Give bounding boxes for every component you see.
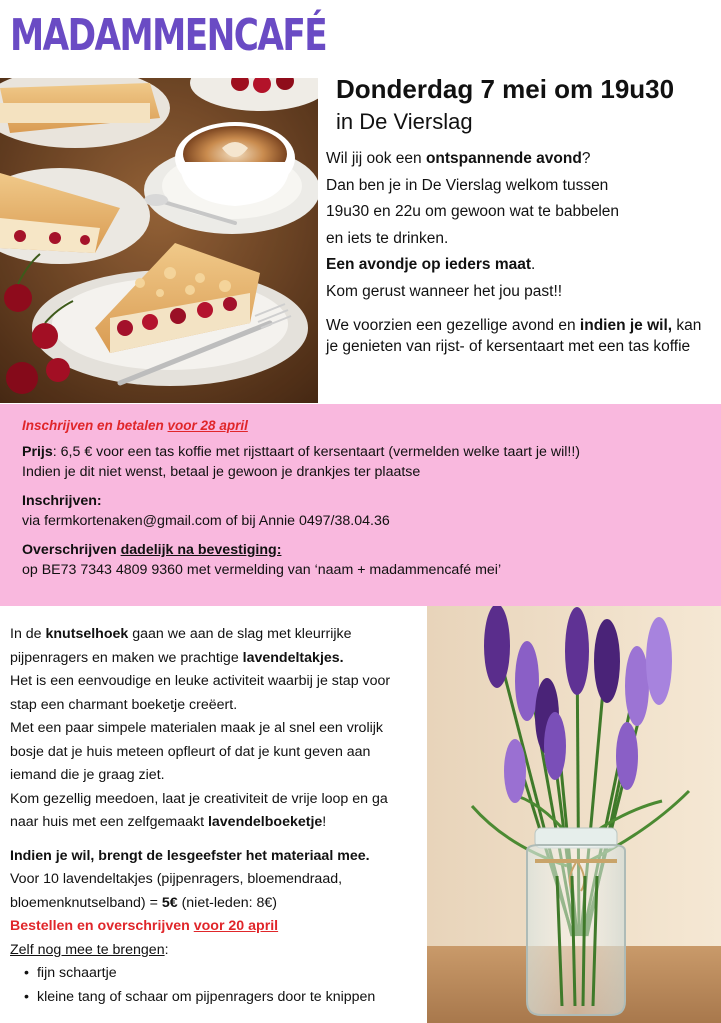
price-block: Prijs: 6,5 € voor een tas koffie met rijsttaart of kersentaart (vermelden welke taart je wil!!) Indien je dit niet wenst, betaal je gewoon je drankjes ter plaatse bbox=[22, 444, 581, 480]
lavender-bouquet-photo bbox=[427, 606, 721, 1023]
brand-title: MADAMMENCAFÉ bbox=[10, 10, 327, 61]
list-item: • kleine tang of schaar om pijpenragers door te knippen bbox=[24, 986, 420, 1010]
transfer-block: Overschrijven dadelijk na bevestiging: op BE73 7343 4809 9360 met vermelding van ‘naam + madammencafé mei’ bbox=[22, 542, 502, 578]
signup-panel bbox=[0, 404, 721, 606]
register-contact[interactable]: via fermkortenaken@gmail.com of bij Annie 0497/38.04.36 bbox=[22, 513, 390, 529]
event-location: in De Vierslag bbox=[336, 109, 473, 134]
list-item: • fijn schaartje bbox=[24, 962, 420, 986]
register-block: Inschrijven: via fermkortenaken@gmail.com of bij Annie 0497/38.04.36 bbox=[22, 491, 699, 531]
event-headline: Donderdag 7 mei om 19u30 bbox=[336, 74, 675, 104]
signup-header: Inschrijven en betalen voor 28 april bbox=[22, 418, 248, 433]
cake-coffee-photo bbox=[0, 78, 318, 403]
bring-list bbox=[24, 962, 420, 1009]
intro-text: Wil jij ook een ontspannende avond? Dan ben je in De Vierslag welkom tussen 19u30 en 22u om gewoon wat te babbelen en iets te drinken. Een avondje op ieders maat. Kom gerust wanneer het jou past!! We voorzien een gezellige avond en indien je wil, kan je genieten van rijst- of kersentaart met een tas koffie bbox=[326, 150, 702, 355]
craft-section: In de knutselhoek gaan we aan de slag met kleurrijke pijpenragers en maken we prachtige lavendeltakjes. Het is een eenvoudige en leuke activiteit waarbij je stap voor stap een charmant boeketje creëert. Met een paar simpele materialen maak je al snel een vrolijk bosje dat je huis meteen opfleurt of dat je kunt geven aan iemand die je graag ziet. Kom gezellig meedoen, laat je creativiteit de vrije loop en ga naar huis met een zelfgemaakt lavendelboeketje! Indien je wil, brengt de lesgeefster het materiaal mee. Voor 10 lavendeltakjes (pijpenragers, bloemendraad, bloemenknutselband) = 5€ (niet-leden: 8€) Bestellen en overschrijven voor 20 april Zelf nog mee te brengen: • fijn schaartje • kleine tang of schaar om pijpenragers door te knippen bbox=[10, 623, 420, 1009]
